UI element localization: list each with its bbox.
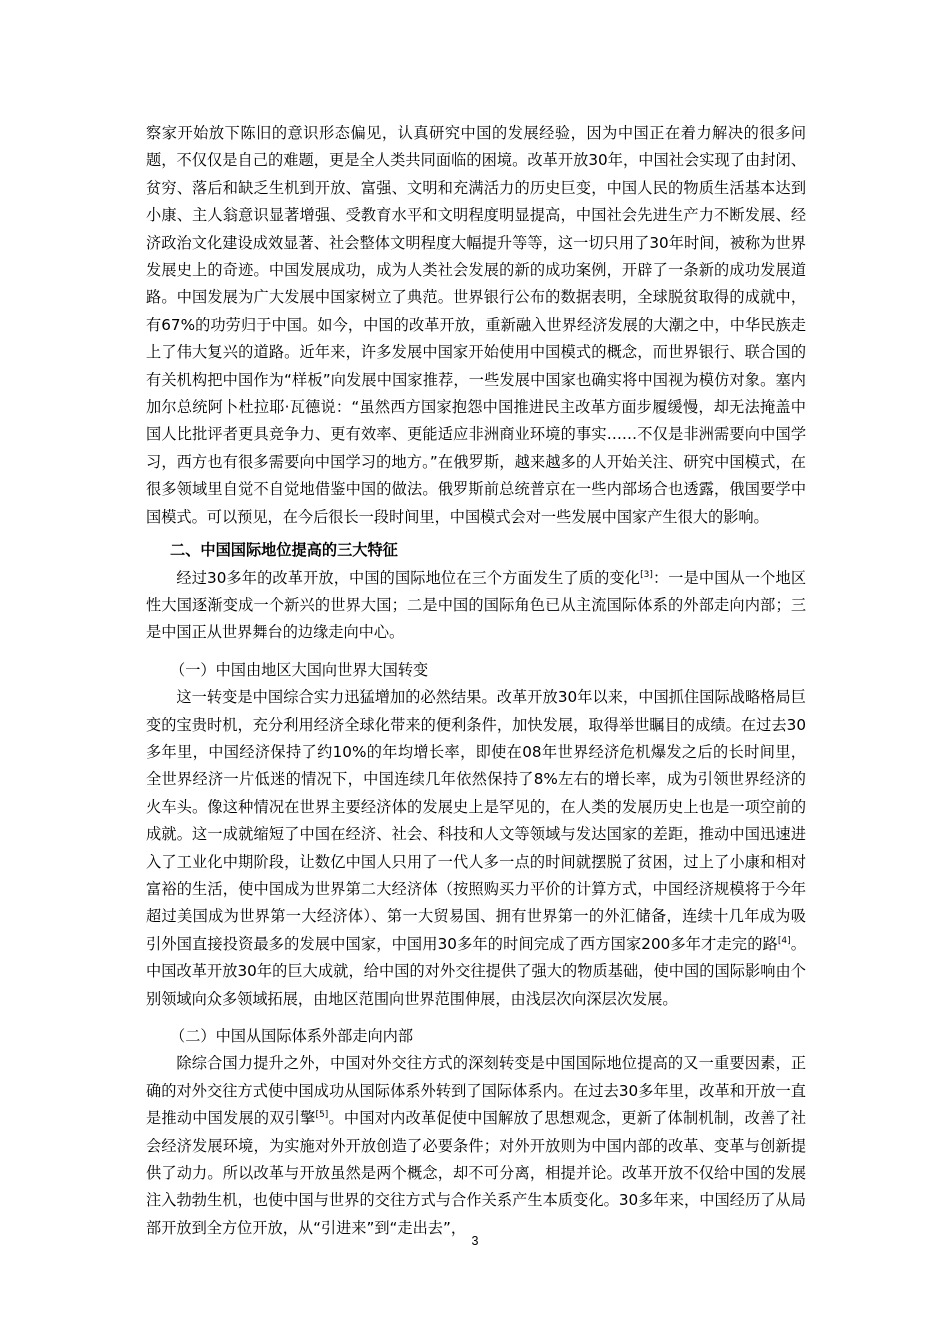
footnote-ref[interactable]: [5] [315, 1110, 329, 1121]
document-body [146, 120, 806, 1242]
paragraph [146, 684, 806, 1013]
section-heading: 二、中国国际地位提高的三大特征 [170, 541, 398, 560]
subsection-heading: （一）中国由地区大国向世界大国转变 [170, 660, 429, 679]
subsection-heading: （二）中国从国际体系外部走向内部 [170, 1027, 413, 1045]
paragraph [146, 565, 806, 647]
footnote-ref[interactable]: [3] [640, 569, 653, 580]
page-number: 3 [471, 1234, 479, 1248]
paragraph [146, 1050, 806, 1242]
paragraph-text: 。中国对内改革促使中国解放了思想观念，更新了体制机制，改善了社会经济发展环境，为实施对外开放创造了必要条件；对外开放则为中国内部的改革、变革与创新提供了动力。所以改革与开放虽然是两个概念，却不可分离，相提并论。改革开放不仅给中国的发展注入勃勃生机，也使中国与世界的交往方式与合作关系产生本质变化。30多年来，中国经历了从局部开放到全方位开放，从“引进来”到“走出去”， [146, 1109, 807, 1237]
paragraph-text: ：一是中国从一个地区性大国逐渐变成一个新兴的世界大国；二是中国的国际角色已从主流国际体系的外部走向内部；三是中国正从世界舞台的边缘走向中心。 [146, 568, 807, 642]
paragraph-text: 经过30多年的改革开放，中国的国际地位在三个方面发生了质的变化 [176, 568, 641, 587]
paragraph-text: 这一转变是中国综合实力迅猛增加的必然结果。改革开放30年以来，中国抓住国际战略格局巨变的宝贵时机，充分利用经济全球化带来的便利条件，加快发展，取得举世瞩目的成绩。在过去30多年里，中国经济保持了约10%的年均增长率，即使在08年世界经济危机爆发之后的长时间里，全世界经济一片低迷的情况下，中国连续几年依然保持了8%左右的增长率，成为引领世界经济的火车头。像这种情况在世界主要经济体的发展史上是罕见的，在人类的发展历史上也是一项空前的成就。这一成就缩短了中国在经济、社会、科技和人文等领域与发达国家的差距，推动中国迅速进入了工业化中期阶段，让数亿中国人只用了一代人多一点的时间就摆脱了贫困，过上了小康和相对富裕的生活，使中国成为世界第二大经济体（按照购买力平价的计算方式，中国经济规模将于今年超过美国成为世界第一大经济体）、第一大贸易国、拥有世界第一的外汇储备，连续十几年成为吸引外国直接投资最多的发展中国家，中国用30多年的时间完成了西方国家200多年才走完的路 [146, 688, 806, 953]
paragraph-text: 除综合国力提升之外，中国对外交往方式的深刻转变是中国国际地位提高的又一重要因素，正确的对外交往方式使中国成功从国际体系外转到了国际体系内。在过去30多年里，改革和开放一直是推动中国发展的双引擎 [146, 1054, 806, 1128]
paragraph-text: 。中国改革开放30年的巨大成就，给中国的对外交往提供了强大的物质基础，使中国的国际影响由个别领域向众多领域拓展，由地区范围向世界范围伸展，由浅层次向深层次发展。 [146, 934, 806, 1008]
paragraph: 察家开始放下陈旧的意识形态偏见，认真研究中国的发展经验，因为中国正在着力解决的很多问题，不仅仅是自己的难题，更是全人类共同面临的困境。改革开放30年，中国社会实现了由封闭、贫穷、落后和缺乏生机到开放、富强、文明和充满活力的历史巨变，中国人民的物质生活基本达到小康、主人翁意识显著增强、受教育水平和文明程度明显提高，中国社会先进生产力不断发展、经济政治文化建设成效显著、社会整体文明程度大幅提升等等，这一切只用了30年时间，被称为世界发展史上的奇迹。中国发展成功，成为人类社会发展的新的成功案例，开辟了一条新的成功发展道路。中国发展为广大发展中国家树立了典范。世界银行公布的数据表明，全球脱贫取得的成就中，有67%的功劳归于中国。如今，中国的改革开放，重新融入世界经济发展的大潮之中，中华民族走上了伟大复兴的道路。近年来，许多发展中国家开始使用中国模式的概念，而世界银行、联合国的有关机构把中国作为“样板”向发展中国家推荐，一些发展中国家也确实将中国视为模仿对象。塞内加尔总统阿卜杜拉耶·瓦德说：“虽然西方国家抱怨中国推进民主改革方面步履缓慢，却无法掩盖中国人比批评者更具竞争力、更有效率、更能适应非洲商业环境的事实……不仅是非洲需要向中国学习，西方也有很多需要向中国学习的地方。”在俄罗斯，越来越多的人开始关注、研究中国模式，在很多领域里自觉不自觉地借鉴中国的做法。俄罗斯前总统普京在一些内部场合也透露，俄国要学中国模式。可以预见，在今后很长一段时间里，中国模式会对一些发展中国家产生很大的影响。 [146, 124, 806, 526]
footnote-ref[interactable]: [4] [777, 935, 791, 946]
